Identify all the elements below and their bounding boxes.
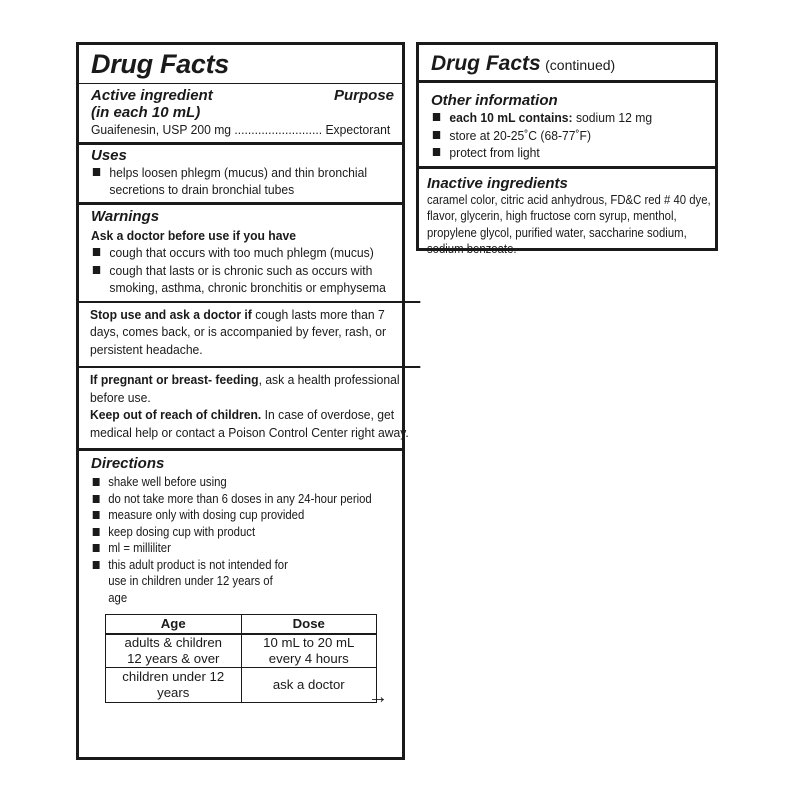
keep-out-text: In case of overdose, get medical help or contact a Poison Control Center right away.	[90, 407, 409, 440]
directions-item: this adult product is not intended for use in children under 12 years of age	[91, 557, 293, 607]
other-information-item	[431, 109, 705, 127]
dosage-table-header-age: Age	[106, 615, 242, 635]
dosage-table-header-dose: Dose	[241, 615, 377, 635]
active-ingredient-subheading: (in each 10 mL)	[91, 104, 201, 121]
inactive-ingredients-heading: Inactive ingredients	[427, 174, 568, 192]
directions-section	[79, 451, 402, 715]
uses-item: helps loosen phlegm (mucus) and thin bronchial secretions to drain bronchial tubes	[91, 164, 392, 199]
active-ingredient-heading: Active ingredient	[91, 87, 213, 104]
table-cell-age: children under 12 years	[106, 668, 242, 703]
directions-item: measure only with dosing cup provided	[91, 507, 393, 524]
table-row	[106, 668, 377, 703]
directions-item: keep dosing cup with product	[91, 524, 393, 541]
active-ingredient-section	[79, 45, 402, 145]
stop-use-label: Stop use and ask a doctor if	[90, 306, 252, 322]
ask-doctor-heading: Ask a doctor before use if you have	[91, 227, 296, 243]
ask-doctor-item: cough that lasts or is chronic such as occurs with smoking, asthma, chronic bronchitis or emphysema	[91, 262, 392, 297]
sodium-value: sodium 12 mg	[572, 110, 653, 125]
stop-use-text: cough lasts more than 7 days, comes back, or is accompanied by fever, rash, or persistent headache.	[90, 306, 387, 357]
table-cell-dose: ask a doctor	[241, 668, 377, 703]
ingredient-row	[91, 121, 392, 139]
drug-facts-title: Drug Facts	[79, 45, 402, 84]
drug-facts-panel	[76, 42, 409, 760]
ingredient-name: Guaifenesin, USP 200 mg ..........................	[91, 122, 323, 137]
pregnant-block	[79, 366, 421, 445]
continued-arrow-icon: →	[368, 686, 388, 708]
ingredient-purpose: Expectorant	[325, 122, 391, 137]
other-information-section	[419, 83, 715, 169]
warnings-section	[79, 205, 409, 452]
table-cell-dose: 10 mL to 20 mL every 4 hours	[241, 634, 377, 668]
drug-facts-continued-panel	[416, 42, 718, 256]
drug-facts-continued-title: Drug Facts	[431, 52, 541, 75]
inactive-ingredients-section	[419, 169, 715, 262]
table-cell-age: adults & children 12 years & over	[106, 634, 242, 668]
keep-out-label: Keep out of reach of children.	[90, 407, 262, 422]
table-row	[106, 634, 377, 668]
directions-heading: Directions	[91, 455, 165, 472]
uses-heading: Uses	[91, 146, 127, 164]
uses-section	[79, 145, 402, 205]
stop-use-block	[79, 301, 421, 363]
inactive-ingredients-text: caramel color, citric acid anhydrous, FD&C red # 40 dye, flavor, glycerin, high fructose corn syrup, menthol, propylene glycol, purified water, saccharine sodium, sodium benzoate.	[427, 191, 711, 256]
other-information-heading: Other information	[431, 92, 558, 109]
continued-label: (continued)	[545, 57, 616, 73]
directions-item: do not take more than 6 doses in any 24-hour period	[91, 491, 393, 508]
other-information-item: store at 20-25˚C (68-77˚F)	[431, 127, 705, 145]
dosage-table	[105, 614, 377, 703]
ask-doctor-item: cough that occurs with too much phlegm (mucus)	[91, 244, 392, 262]
continued-title-section	[419, 45, 715, 83]
pregnant-text: , ask a health professional before use.	[90, 372, 400, 405]
directions-item: shake well before using	[91, 474, 393, 491]
pregnant-label: If pregnant or breast- feeding	[90, 372, 259, 387]
warnings-heading: Warnings	[91, 207, 160, 225]
purpose-heading: Purpose	[333, 87, 394, 104]
sodium-label: each 10 mL contains:	[449, 110, 573, 125]
directions-item: ml = milliliter	[91, 540, 393, 557]
other-information-item: protect from light	[431, 144, 705, 162]
